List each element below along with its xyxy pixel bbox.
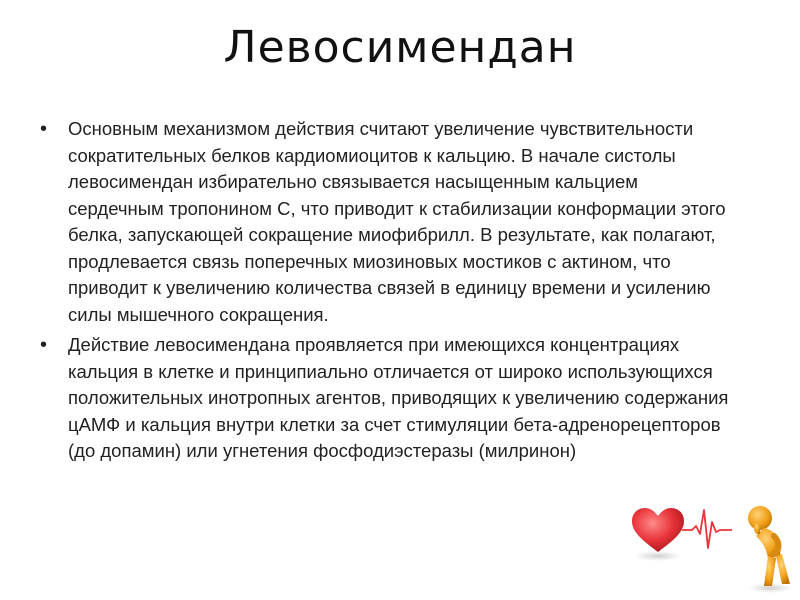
bullet-item bbox=[40, 116, 730, 328]
bullet-text: Действие левосимендана проявляется при имеющихся концентрациях кальция в клетке и принципиально отличается от широко использующихся положительных инотропных агентов, приводящих к увеличению содержания цАМФ и кальция внутри клетки за счет стимуляции бета-адренорецепторов (до допамин) или угнетения фосфодиэстеразы (милринон) bbox=[68, 334, 729, 461]
bullet-text: Основным механизмом действия считают увеличение чувствительности сократительных белков кардиомиоцитов к кальцию. В начале систолы левосимендан избирательно связывается насыщенным кальцием сердечным тропонином С, что приводит к стабилизации конформации этого белка, запускающей сокращение миофибрилл. В результате, как полагают, продлевается связь поперечных миозиновых мостиков с актином, что приводит к увеличению количества связей в единицу времени и усилению силы мышечного сокращения. bbox=[68, 118, 726, 325]
heart-shadow bbox=[634, 551, 682, 561]
heart-ecg-figure-illustration bbox=[620, 470, 800, 595]
bullet-marker: • bbox=[40, 118, 48, 140]
heart-icon bbox=[632, 508, 684, 552]
person-figure-icon bbox=[748, 506, 792, 593]
bullet-marker: • bbox=[40, 334, 48, 356]
ecg-line-icon bbox=[682, 510, 732, 548]
slide-title: Левосимендан bbox=[223, 22, 577, 73]
